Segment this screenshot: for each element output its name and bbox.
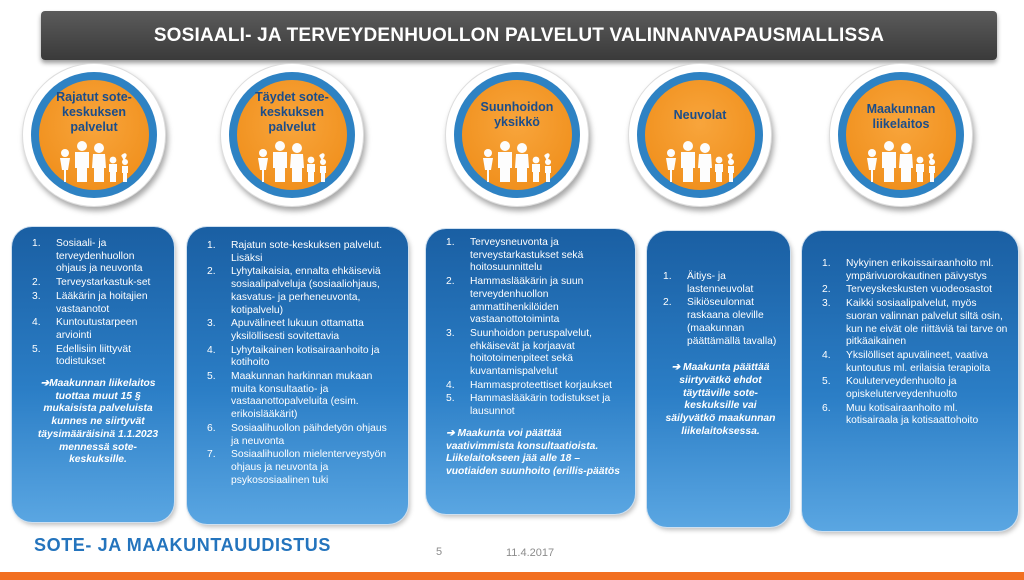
list-item: 2. Lyhytaikaisia, ennalta ehkäiseviä sosiaalipalveluja (sosiaaliohjaus, kasvatus- ja perheneuvonta, kotipalvelu) (207, 266, 381, 316)
service-title: Rajatut sote-keskuksen palvelut (56, 90, 132, 134)
service-list (822, 258, 1008, 428)
service-title: Täydet sote-keskuksen palvelut (255, 90, 329, 134)
service-title: Maakunnan liikelaitos (866, 102, 936, 131)
list-item: 6. Muu kotisairaanhoito ml. kotisairaala ja kotisaattohoito (822, 402, 979, 427)
panel-note: ➔ Maakunta päättää siirtyvätkö ehdot täyttäville sote-keskuksille vai säilyvätkö maakunnan liikelaitoksessa. (665, 362, 776, 437)
list-item: 2. Sikiöseulonnat raskaana oleville (maakunnan päättämällä tavalla) (663, 297, 777, 347)
service-disc-liikelaitos (829, 63, 973, 207)
list-item: 7. Sosiaalihuollon mielenterveystyön ohjaus ja neuvonta ja psykososiaalinen tuki (207, 449, 387, 486)
service-list (32, 238, 164, 369)
family-icon (661, 140, 739, 184)
service-disc-rajatut (22, 63, 166, 207)
page-title: SOSIAALI- JA TERVEYDENHUOLLON PALVELUT VALINNANVAPAUSMALLISSA (41, 11, 997, 60)
service-list (207, 240, 396, 487)
list-item: 5. Kouluterveydenhuolto ja opiskeluterveydenhuolto (822, 376, 958, 401)
service-list (446, 237, 623, 419)
service-disc-suunhoito (445, 63, 589, 207)
list-item: 1. Terveysneuvonta ja terveystarkastukset sekä hoitosuunnittelu (446, 237, 584, 274)
service-panel-rajatut (12, 227, 174, 522)
list-item: 6. Sosiaalihuollon päihdetyön ohjaus ja neuvonta (207, 422, 387, 447)
list-item: 3. Kaikki sosiaalipalvelut, myös suoran valinnan palvelut siltä osin, kun ne eivät ole riittäviä tai tarve on pitkäaikainen (822, 298, 1008, 348)
service-disc-taydet (220, 63, 364, 207)
list-item: 1. Sosiaali- ja terveydenhuollon ohjaus ja neuvonta (32, 238, 143, 275)
panel-note: ➔Maakunnan liikelaitos tuottaa muut 15 § mukaisista palveluista kunnes ne siirtyvät täysimääräisinä 1.1.2023 mennessä sote-keskuksille. (37, 378, 159, 466)
list-item: 4. Hammasproteettiset korjaukset (446, 379, 612, 391)
list-item: 2. Terveystarkastuk-set (32, 277, 151, 289)
family-icon (253, 140, 331, 184)
list-item: 2. Terveyskeskusten vuodeosastot (822, 284, 992, 296)
list-item: 1. Äitiys- ja lastenneuvolat (663, 271, 754, 295)
list-item: 3. Suunhoidon peruspalvelut, ehkäisevät ja korjaavat hoitotoimenpiteet sekä kuvantamispalvelut (446, 327, 592, 378)
list-item: 5. Edellisiin liittyvät todistukset (32, 343, 131, 368)
list-item: 1. Rajatun sote-keskuksen palvelut. Lisäksi (207, 240, 383, 264)
family-icon (478, 140, 556, 184)
family-icon (862, 140, 940, 184)
list-item: 4. Lyhytaikainen kotisairaanhoito ja kotihoito (207, 344, 380, 369)
service-panel-liikelaitos (802, 231, 1018, 531)
service-title: Neuvolat (673, 108, 727, 122)
list-item: 3. Lääkärin ja hoitajien vastaanotot (32, 290, 148, 315)
service-panel-suunhoito (426, 229, 635, 514)
page-number: 5 (436, 546, 443, 558)
footer-accent-bar (0, 572, 1024, 580)
family-icon (55, 140, 133, 184)
service-panel-neuvolat (647, 231, 790, 527)
service-title: Suunhoidon yksikkö (480, 100, 554, 129)
list-item: 4. Yksilölliset apuvälineet, vaativa kuntoutus ml. erilaisia terapioita (822, 349, 991, 374)
panel-note: ➔ Maakunta voi päättää vaativimmista konsultaatioista. Liikelaitokseen jää alle 18 – vuotiaiden suunhoito (erillis-päätös (446, 427, 620, 477)
service-disc-neuvolat (628, 63, 772, 207)
service-panel-taydet (187, 227, 408, 524)
list-item: 1. Nykyinen erikoissairaanhoito ml. ympärivuorokautinen päivystys (822, 258, 994, 282)
service-list (663, 271, 778, 348)
list-item: 2. Hammaslääkärin ja suun terveydenhuollon ammattihenkilöiden vastaanottotoiminta (446, 276, 584, 326)
slide-date: 11.4.2017 (506, 547, 555, 559)
list-item: 5. Hammaslääkärin todistukset ja lausunnot (446, 393, 611, 418)
list-item: 4. Kuntoutustarpeen arviointi (32, 317, 138, 341)
brand-logo-text: SOTE- JA MAAKUNTAUUDISTUS (34, 535, 331, 555)
list-item: 5. Maakunnan harkinnan mukaan muita konsultaatio- ja vastaanottopalveluita (esim. erikoislääkärit) (207, 371, 373, 421)
list-item: 3. Apuvälineet lukuun ottamatta yksilöllisesti sovitettavia (207, 318, 364, 342)
